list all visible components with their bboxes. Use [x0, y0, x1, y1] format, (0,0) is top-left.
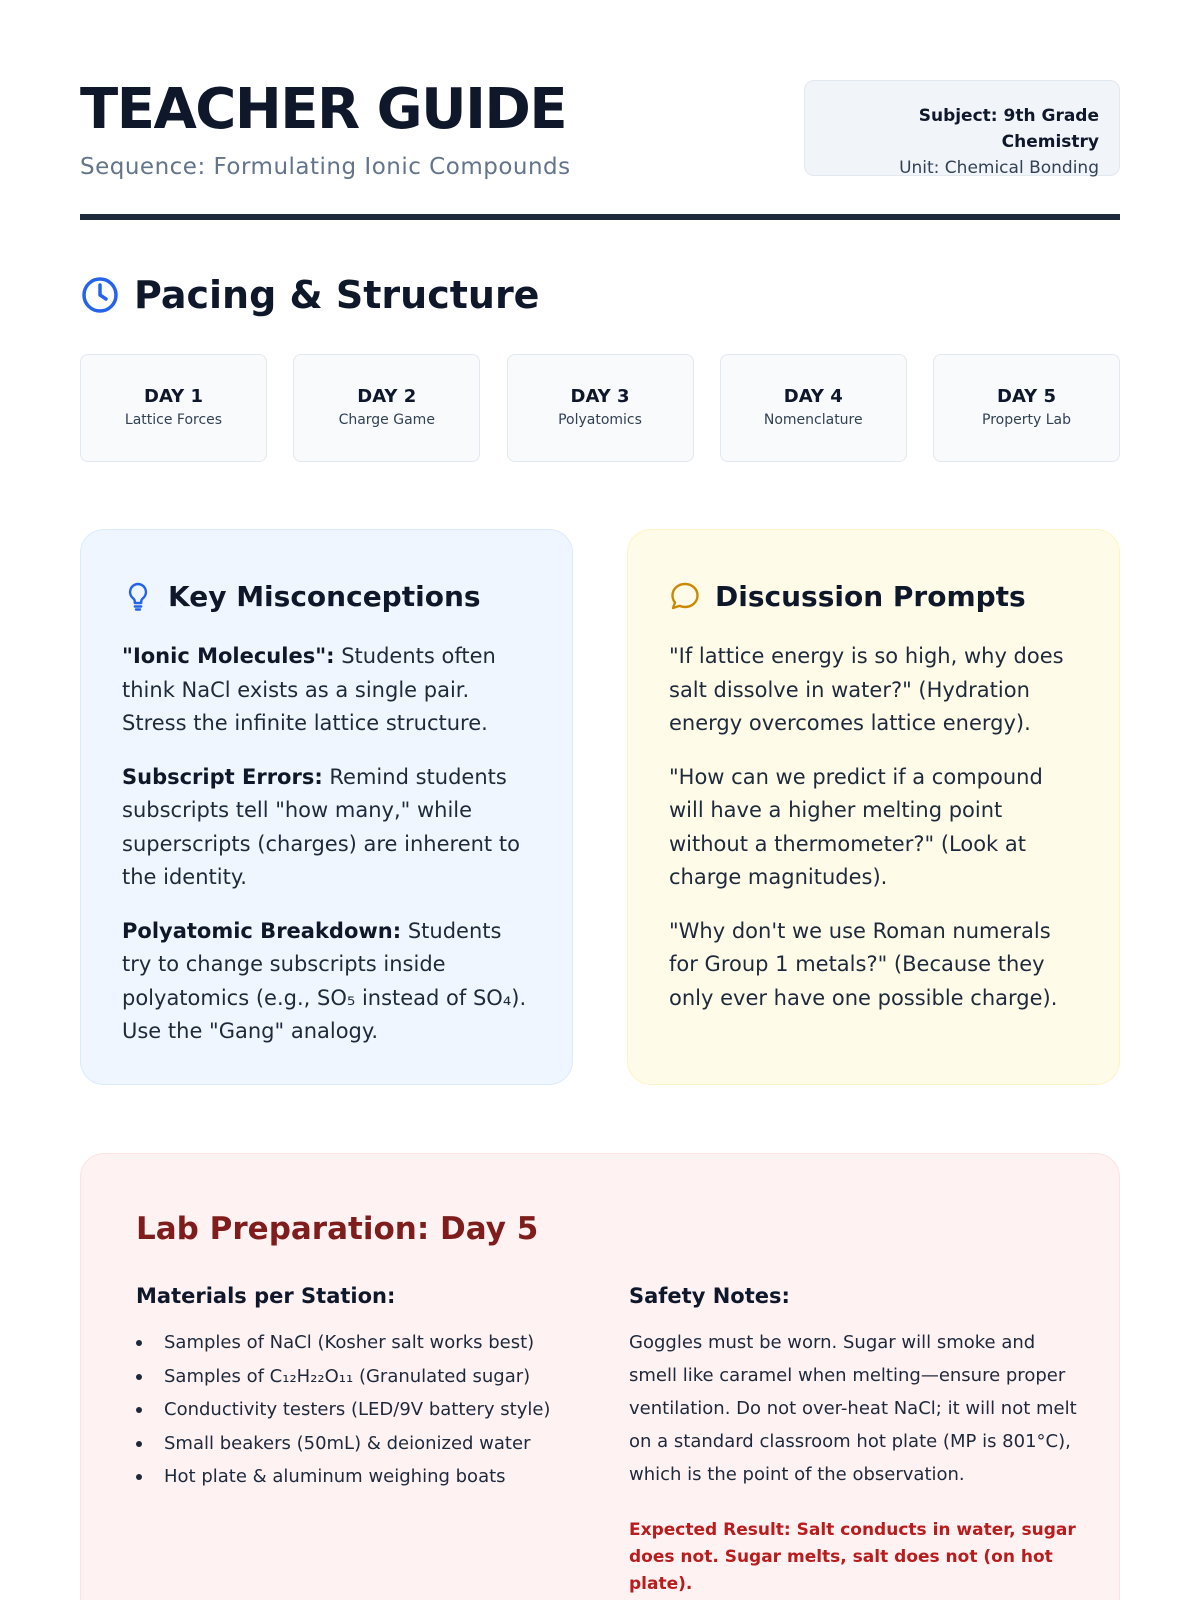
- discussion-title: Discussion Prompts: [715, 579, 1026, 613]
- misconception-text: Remind students subscripts tell "how many," while superscripts (charges) are inherent to the identity.: [122, 764, 520, 889]
- safety-notes: Goggles must be worn. Sugar will smoke and smell like caramel when melting—ensure proper ventilation. Do not over-heat NaCl; it will not melt on a standard classroom hot plate (MP is 801°C), which is the point of the observation.: [629, 1332, 1077, 1485]
- material-item: Samples of NaCl (Kosher salt works best): [136, 1326, 576, 1360]
- page-header: [80, 77, 1120, 220]
- lab-title: Lab Preparation: Day 5: [136, 1211, 539, 1247]
- materials-heading: Materials per Station:: [136, 1284, 396, 1308]
- day-label: DAY 2: [357, 386, 417, 407]
- day-label: DAY 4: [783, 386, 843, 407]
- misconception-text: Students often think NaCl exists as a single pair. Stress the infinite lattice structure.: [122, 644, 496, 735]
- day-card-3: [507, 354, 694, 462]
- misconceptions-heading: [122, 574, 532, 618]
- day-topic: Property Lab: [982, 412, 1071, 428]
- day-label: DAY 5: [997, 386, 1056, 407]
- misconception-term: "Ionic Molecules":: [122, 644, 335, 668]
- discussion-card: [627, 529, 1120, 1085]
- speech-bubble-icon: [669, 580, 701, 612]
- materials-column: [136, 1284, 576, 1494]
- day-card-5: [933, 354, 1120, 462]
- discussion-heading: [669, 574, 1079, 618]
- misconception-text: Students try to change subscripts inside polyatomics (e.g., SO₅ instead of SO₄). Use the "Gang" analogy.: [122, 918, 527, 1043]
- lab-prep-section: [80, 1153, 1120, 1600]
- lightbulb-icon: [122, 580, 154, 612]
- pacing-title: Pacing & Structure: [134, 273, 540, 317]
- material-item: Hot plate & aluminum weighing boats: [136, 1460, 576, 1494]
- misconception-item: [122, 640, 532, 741]
- day-card-4: [720, 354, 907, 462]
- page-title: TEACHER GUIDE: [80, 77, 567, 142]
- discussion-prompt: "How can we predict if a compound will have a higher melting point without a thermometer?" (Look at charge magnitudes).: [669, 764, 1043, 889]
- unit-label: Unit: Chemical Bonding: [899, 158, 1099, 178]
- misconception-term: Polyatomic Breakdown:: [122, 918, 402, 943]
- subject-label: Subject: 9th Grade Chemistry: [918, 106, 1099, 152]
- day-topic: Polyatomics: [558, 412, 642, 428]
- pacing-heading: [80, 273, 539, 317]
- day-card-2: [293, 354, 480, 462]
- page-subtitle: Sequence: Formulating Ionic Compounds: [80, 154, 571, 180]
- misconception-term: Subscript Errors:: [122, 764, 323, 789]
- material-item: Small beakers (50mL) & deionized water: [136, 1427, 576, 1461]
- material-item: Conductivity testers (LED/9V battery style): [136, 1393, 576, 1427]
- day-topic: Nomenclature: [763, 412, 863, 428]
- expected-result: Expected Result: Salt conducts in water, sugar does not. Sugar melts, salt does not (on hot plate).: [629, 1520, 1076, 1594]
- course-info-box: [804, 80, 1120, 176]
- day-card-1: [80, 354, 267, 462]
- misconceptions-card: [80, 529, 573, 1085]
- material-item: Samples of C₁₂H₂₂O₁₁ (Granulated sugar): [136, 1360, 576, 1394]
- day-label: DAY 1: [144, 386, 203, 407]
- safety-column: [629, 1284, 1079, 1598]
- discussion-prompt: "Why don't we use Roman numerals for Group 1 metals?" (Because they only ever have one possible charge).: [669, 918, 1058, 1010]
- day-topic: Lattice Forces: [124, 412, 223, 428]
- misconception-item: [122, 761, 532, 895]
- clock-icon: [80, 275, 120, 315]
- misconceptions-title: Key Misconceptions: [168, 579, 481, 613]
- day-label: DAY 3: [570, 386, 630, 407]
- day-topic: Charge Game: [338, 412, 435, 428]
- materials-list: [136, 1326, 576, 1494]
- pacing-days: [80, 354, 1120, 462]
- header-divider: [80, 214, 1120, 220]
- discussion-prompt: "If lattice energy is so high, why does salt dissolve in water?" (Hydration energy overcomes lattice energy).: [669, 644, 1064, 735]
- safety-heading: Safety Notes:: [629, 1284, 790, 1308]
- misconception-item: [122, 915, 532, 1049]
